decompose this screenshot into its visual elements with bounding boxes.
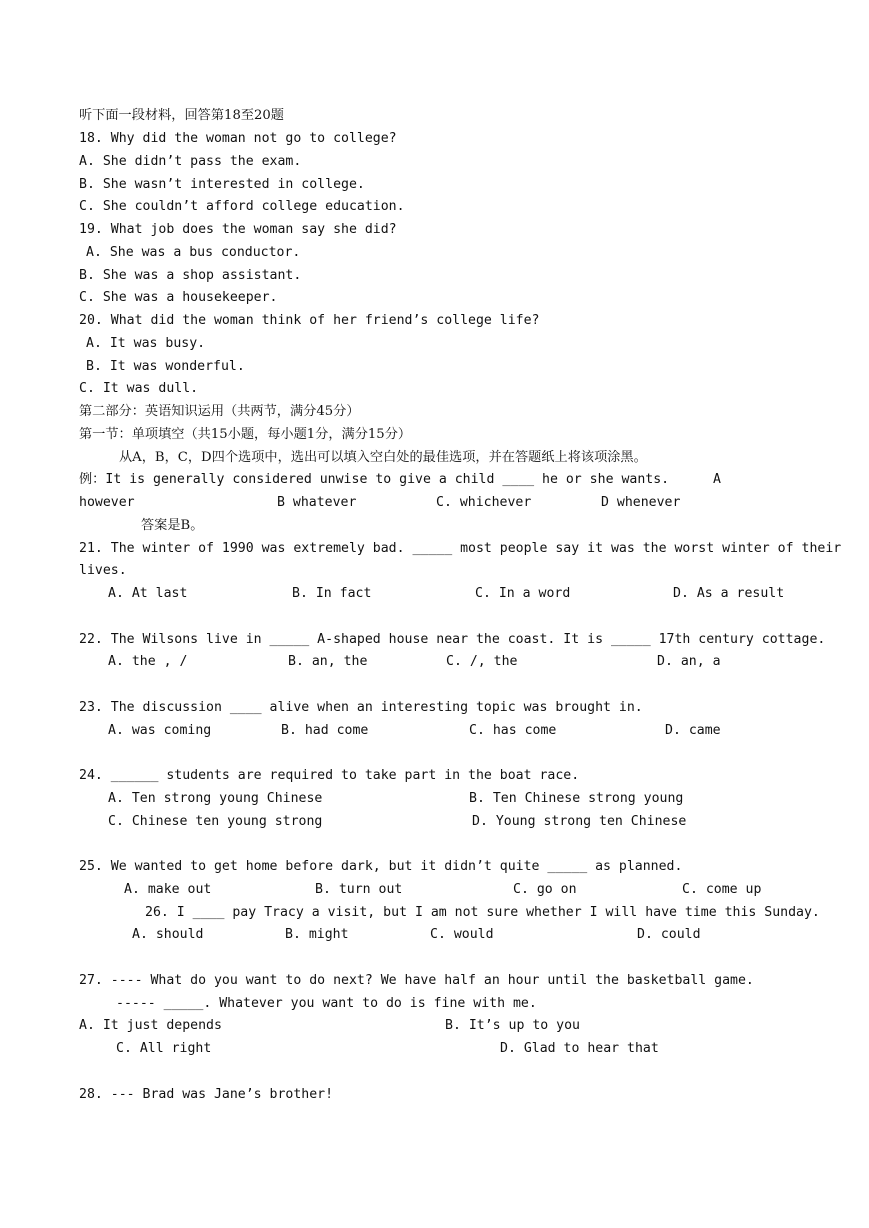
example-option-d: D whenever [601,495,681,510]
option-22b: B. an, the [288,654,368,669]
option-24a: A. Ten strong young Chinese [108,791,323,806]
option-20a: A. It was busy. [86,336,206,351]
example-answer: 答案是B。 [141,518,204,533]
example-option-b: B whatever [277,495,357,510]
question-22: 22. The Wilsons live in _____ A-shaped house near the coast. It is _____ 17th century cottage. [79,632,826,647]
option-27c: C. All right [116,1041,212,1056]
question-20: 20. What did the woman think of her friend’s college life? [79,313,540,328]
example-option-a-label: A [713,472,721,487]
question-25: 25. We wanted to get home before dark, but it didn’t quite _____ as planned. [79,859,683,874]
option-27a: A. It just depends [79,1018,222,1033]
option-24d: D. Young strong ten Chinese [472,814,687,829]
question-23: 23. The discussion ____ alive when an interesting topic was brought in. [79,700,643,715]
option-25c: C. go on [513,882,577,897]
option-23a: A. was coming [108,723,212,738]
option-18a: A. She didn’t pass the exam. [79,154,302,169]
option-23b: B. had come [281,723,369,738]
example-option-c: C. whichever [436,495,532,510]
section-one-heading: 第一节：单项填空（共15小题，每小题1分，满分15分） [79,427,412,442]
option-18c: C. She couldn’t afford college education. [79,199,405,214]
option-26a: A. should [132,927,204,942]
option-18b: B. She wasn’t interested in college. [79,177,365,192]
option-22a: A. the , / [108,654,188,669]
option-19a: A. She was a bus conductor. [86,245,301,260]
part-two-heading: 第二部分：英语知识运用（共两节，满分45分） [79,404,360,419]
question-27-reply: ----- _____. Whatever you want to do is fine with me. [116,996,537,1011]
question-19: 19. What job does the woman say she did? [79,222,397,237]
option-26b: B. might [285,927,349,942]
example-option-a: however [79,495,135,510]
question-21-cont: lives. [79,563,127,578]
option-24c: C. Chinese ten young strong [108,814,323,829]
example-question: 例：It is generally considered unwise to give a child ____ he or she wants. [79,472,670,487]
option-22c: C. /, the [446,654,518,669]
option-23d: D. came [665,723,721,738]
option-25b: B. turn out [315,882,403,897]
section-one-instruction: 从A，B，C，D四个选项中，选出可以填入空白处的最佳选项，并在答题纸上将该项涂黑。 [119,450,647,465]
option-26c: C. would [430,927,494,942]
option-21a: A. At last [108,586,188,601]
question-26: 26. I ____ pay Tracy a visit, but I am not sure whether I will have time this Sunday. [145,905,820,920]
question-27: 27. ---- What do you want to do next? We have half an hour until the basketball game. [79,973,754,988]
section-instruction: 听下面一段材料，回答第18至20题 [79,108,284,123]
option-25d: C. come up [682,882,762,897]
option-26d: D. could [637,927,701,942]
question-24: 24. ______ students are required to take part in the boat race. [79,768,580,783]
option-22d: D. an, a [657,654,721,669]
option-19c: C. She was a housekeeper. [79,290,278,305]
question-18: 18. Why did the woman not go to college? [79,131,397,146]
option-21b: B. In fact [292,586,372,601]
option-24b: B. Ten Chinese strong young [469,791,684,806]
option-21d: D. As a result [673,586,785,601]
option-21c: C. In a word [475,586,571,601]
option-27d: D. Glad to hear that [500,1041,659,1056]
question-21: 21. The winter of 1990 was extremely bad. _____ most people say it was the worst winter of their [79,541,842,556]
option-20c: C. It was dull. [79,381,199,396]
option-19b: B. She was a shop assistant. [79,268,302,283]
option-20b: B. It was wonderful. [86,359,245,374]
option-25a: A. make out [124,882,212,897]
question-28: 28. --- Brad was Jane’s brother! [79,1087,334,1102]
option-23c: C. has come [469,723,557,738]
option-27b: B. It’s up to you [445,1018,580,1033]
